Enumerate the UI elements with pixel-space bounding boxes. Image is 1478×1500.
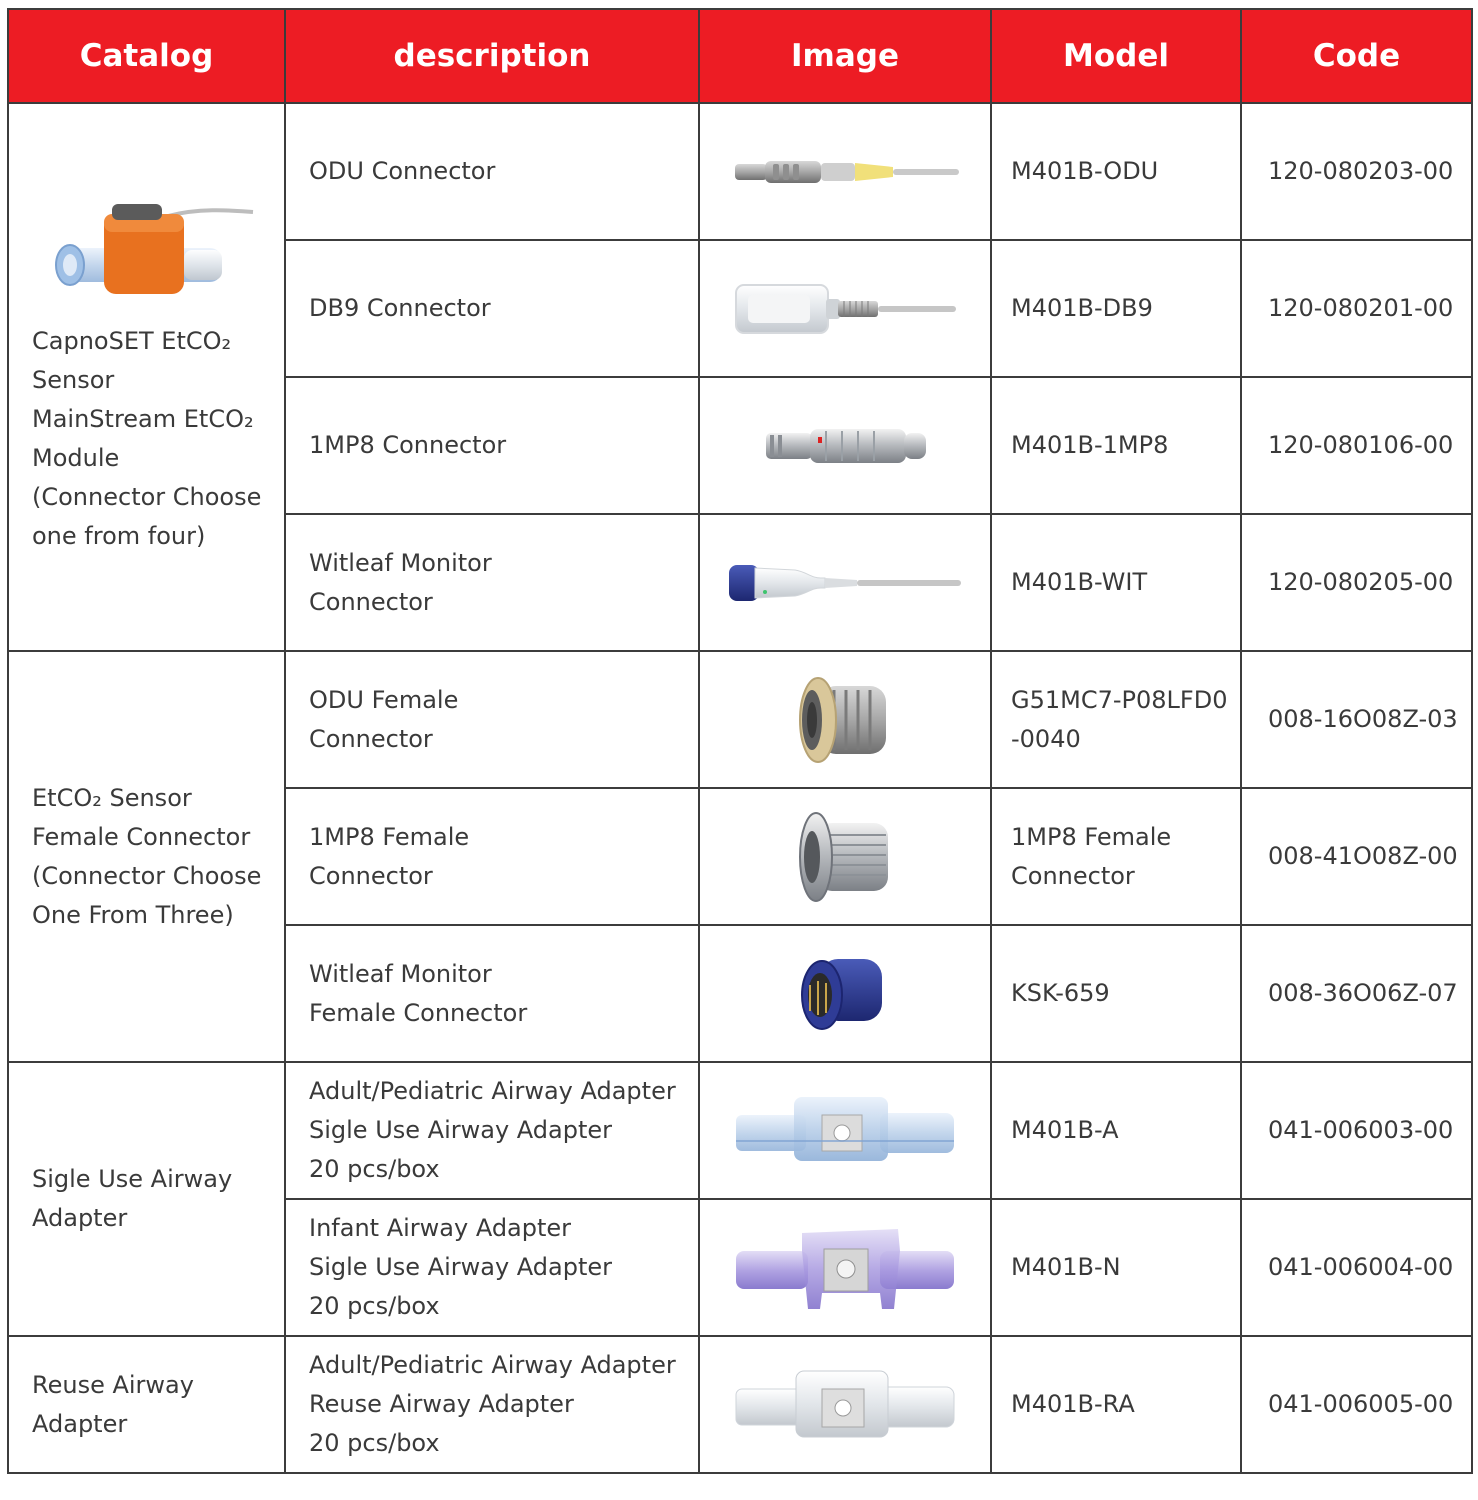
- catalog-line: MainStream EtCO₂: [32, 405, 254, 433]
- code-value: 120-080106-00: [1268, 431, 1454, 459]
- code-cell: [1241, 1336, 1472, 1473]
- description-cell: [285, 514, 699, 651]
- witleaf-female-photo: [790, 949, 900, 1039]
- code-cell: [1241, 377, 1472, 514]
- code-cell: [1241, 103, 1472, 240]
- 1mp8-plug-photo: [760, 421, 930, 471]
- description-line: Infant Airway Adapter: [309, 1214, 572, 1242]
- model-cell: [991, 377, 1241, 514]
- infant-adapter-photo: [730, 1223, 960, 1313]
- model-line: Connector: [1011, 861, 1135, 890]
- description-cell: [285, 240, 699, 377]
- catalog-line: Adapter: [32, 1409, 128, 1438]
- description-line: ODU Connector: [309, 157, 496, 185]
- code-value: 041-006005-00: [1268, 1390, 1454, 1418]
- catalog-line: Female Connector: [32, 822, 251, 851]
- catalog-cell-capnoset: [8, 103, 285, 651]
- model-cell: [991, 1336, 1241, 1473]
- model-cell: [991, 240, 1241, 377]
- image-cell: [699, 377, 991, 514]
- code-value: 008-36O06Z-07: [1268, 979, 1458, 1007]
- model-cell: [991, 103, 1241, 240]
- description-line: 20 pcs/box: [309, 1292, 440, 1320]
- code-cell: [1241, 1199, 1472, 1336]
- image-cell: [699, 788, 991, 925]
- image-cell: [699, 1336, 991, 1473]
- code-value: 008-41O08Z-00: [1268, 842, 1458, 870]
- model-line: M401B-ODU: [1011, 157, 1159, 185]
- catalog-line: CapnoSET EtCO₂: [32, 327, 232, 355]
- description-line: Connector: [309, 724, 433, 753]
- witleaf-cable-photo: [725, 558, 965, 608]
- model-line: 1MP8 Female: [1011, 822, 1172, 851]
- code-cell: [1241, 514, 1472, 651]
- model-line: G51MC7-P08LFD0: [1011, 685, 1228, 714]
- reuse-adapter-photo: [730, 1365, 960, 1445]
- catalog-text: [32, 1160, 274, 1238]
- product-catalog-table: [7, 8, 1473, 1474]
- description-line: Connector: [309, 861, 433, 890]
- description-line: Witleaf Monitor: [309, 959, 492, 988]
- image-cell: [699, 103, 991, 240]
- description-cell: [285, 1336, 699, 1473]
- catalog-line: One From Three): [32, 900, 234, 929]
- description-line: DB9 Connector: [309, 294, 491, 322]
- header-description: description: [285, 9, 699, 103]
- catalog-line: one from four): [32, 522, 206, 550]
- description-line: Connector: [309, 587, 433, 616]
- description-line: 1MP8 Female: [309, 822, 470, 851]
- table-row: [8, 651, 1472, 788]
- image-cell: [699, 240, 991, 377]
- header-row: [8, 9, 1472, 103]
- adult-adapter-photo: [730, 1091, 960, 1171]
- code-cell: [1241, 651, 1472, 788]
- code-cell: [1241, 1062, 1472, 1199]
- model-line: -0040: [1011, 724, 1081, 753]
- model-cell: [991, 1199, 1241, 1336]
- image-cell: [699, 925, 991, 1062]
- odu-cable-photo: [725, 152, 965, 192]
- capnoset-sensor-photo: [48, 198, 258, 308]
- description-line: 20 pcs/box: [309, 1429, 440, 1457]
- table-row: [8, 1336, 1472, 1473]
- image-cell: [699, 1199, 991, 1336]
- description-line: Adult/Pediatric Airway Adapter: [309, 1351, 676, 1379]
- model-line: M401B-N: [1011, 1253, 1121, 1281]
- description-line: Witleaf Monitor: [309, 548, 492, 577]
- model-line: M401B-RA: [1011, 1390, 1135, 1418]
- table-row: [8, 103, 1472, 240]
- catalog-cell-female-connector: [8, 651, 285, 1062]
- image-cell: [699, 514, 991, 651]
- description-line: Sigle Use Airway Adapter: [309, 1116, 612, 1144]
- description-line: ODU Female: [309, 685, 459, 714]
- model-line: M401B-WIT: [1011, 568, 1148, 596]
- header-catalog: Catalog: [8, 9, 285, 103]
- description-cell: [285, 377, 699, 514]
- model-cell: [991, 788, 1241, 925]
- catalog-line: (Connector Choose: [32, 861, 262, 890]
- db9-cable-photo: [730, 279, 960, 339]
- catalog-text: [32, 322, 274, 556]
- description-line: Adult/Pediatric Airway Adapter: [309, 1077, 676, 1105]
- code-value: 041-006004-00: [1268, 1253, 1454, 1281]
- code-value: 120-080201-00: [1268, 294, 1454, 322]
- catalog-line: Module: [32, 444, 120, 472]
- header-model: Model: [991, 9, 1241, 103]
- model-cell: [991, 925, 1241, 1062]
- code-value: 120-080203-00: [1268, 157, 1454, 185]
- model-cell: [991, 1062, 1241, 1199]
- catalog-line: EtCO₂ Sensor: [32, 783, 192, 812]
- description-cell: [285, 1062, 699, 1199]
- code-cell: [1241, 925, 1472, 1062]
- code-value: 041-006003-00: [1268, 1116, 1454, 1144]
- description-cell: [285, 651, 699, 788]
- catalog-cell-reuse-adapter: [8, 1336, 285, 1473]
- description-cell: [285, 788, 699, 925]
- description-cell: [285, 1199, 699, 1336]
- description-cell: [285, 925, 699, 1062]
- image-cell: [699, 651, 991, 788]
- model-line: KSK-659: [1011, 979, 1110, 1007]
- model-line: M401B-A: [1011, 1116, 1119, 1144]
- table-row: [8, 1062, 1472, 1199]
- code-value: 008-16O08Z-03: [1268, 705, 1458, 733]
- description-line: Sigle Use Airway Adapter: [309, 1253, 612, 1281]
- model-cell: [991, 514, 1241, 651]
- catalog-text: [32, 779, 274, 935]
- catalog-line: (Connector Choose: [32, 483, 262, 511]
- model-cell: [991, 651, 1241, 788]
- code-cell: [1241, 240, 1472, 377]
- header-code: Code: [1241, 9, 1472, 103]
- odu-female-photo: [790, 670, 900, 770]
- image-cell: [699, 1062, 991, 1199]
- code-cell: [1241, 788, 1472, 925]
- code-value: 120-080205-00: [1268, 568, 1454, 596]
- model-line: M401B-1MP8: [1011, 431, 1169, 459]
- catalog-line: Reuse Airway: [32, 1370, 194, 1399]
- description-line: Female Connector: [309, 998, 528, 1027]
- catalog-line: Sensor: [32, 366, 115, 394]
- description-line: 1MP8 Connector: [309, 431, 507, 459]
- catalog-line: Adapter: [32, 1204, 128, 1232]
- header-image: Image: [699, 9, 991, 103]
- description-line: Reuse Airway Adapter: [309, 1390, 574, 1418]
- model-line: M401B-DB9: [1011, 294, 1153, 322]
- description-cell: [285, 103, 699, 240]
- 1mp8-female-photo: [790, 807, 900, 907]
- catalog-cell-single-use-adapter: [8, 1062, 285, 1336]
- catalog-line: Sigle Use Airway: [32, 1165, 233, 1193]
- catalog-text: [32, 1366, 274, 1444]
- description-line: 20 pcs/box: [309, 1155, 440, 1183]
